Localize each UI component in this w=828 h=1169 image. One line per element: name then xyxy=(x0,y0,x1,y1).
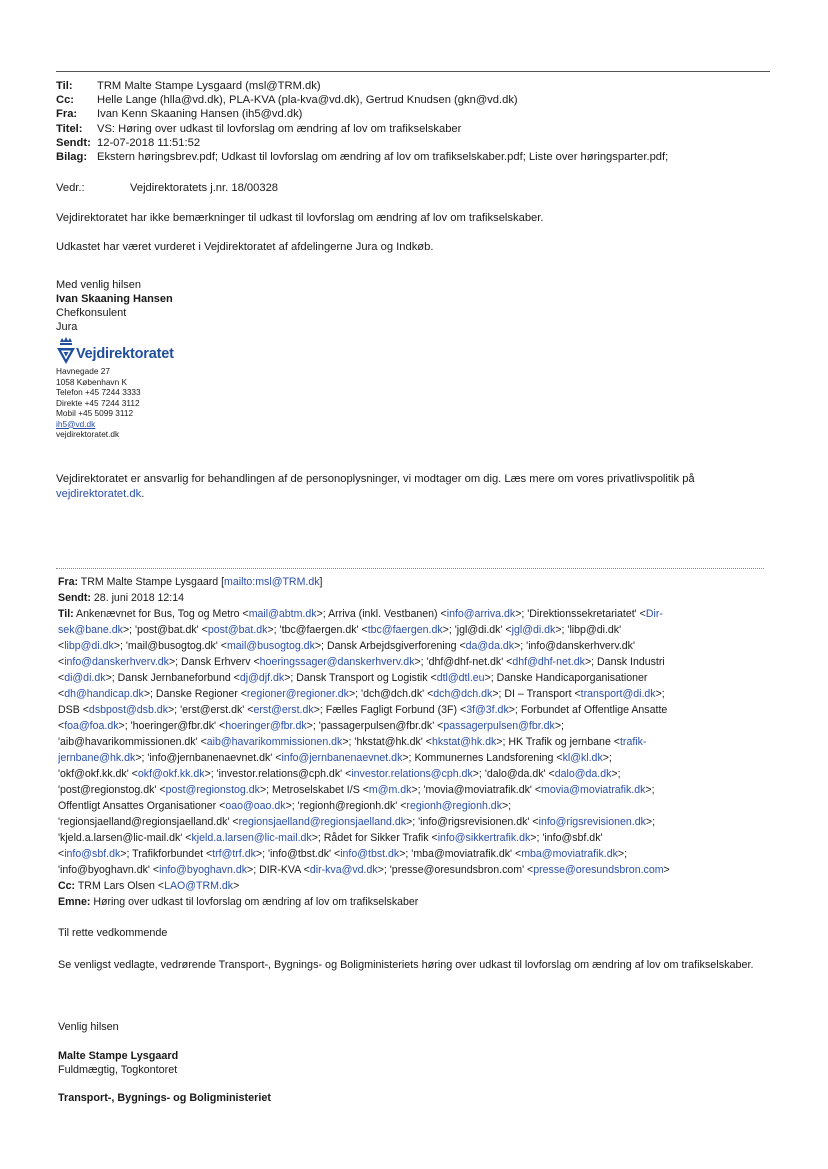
letter-sender-name: Malte Stampe Lysgaard xyxy=(58,1050,179,1062)
email-link[interactable]: trafik- xyxy=(619,736,647,748)
forwarded-text: >; Arriva (inkl. Vestbanen) < xyxy=(316,608,447,620)
vejdirektoratet-logo xyxy=(56,335,216,365)
forwarded-line xyxy=(58,670,770,686)
forwarded-text: >; Danske Regioner < xyxy=(143,688,247,700)
address-line: Direkte +45 7244 3112 xyxy=(56,397,140,408)
forwarded-text: >; DI – Transport < xyxy=(492,688,581,700)
letter-ministry: Transport-, Bygnings- og Boligministeriet xyxy=(58,1092,271,1104)
forwarded-text: < xyxy=(58,688,65,700)
email-link[interactable]: tbc@faergen.dk xyxy=(367,624,443,636)
privacy-link[interactable]: vejdirektoratet.dk xyxy=(56,487,142,500)
email-link[interactable]: info@danskerhverv.dk xyxy=(64,656,169,668)
forwarded-line xyxy=(58,702,770,718)
email-link[interactable]: info@sikkertrafik.dk xyxy=(437,832,531,844)
email-link[interactable]: da@da.dk xyxy=(465,640,515,652)
forwarded-text: 'post@regionstog.dk' < xyxy=(58,784,166,796)
header-value: TRM Malte Stampe Lysgaard (msl@TRM.dk) xyxy=(97,80,321,92)
header-value: 12-07-2018 11:51:52 xyxy=(97,136,201,149)
email-link[interactable]: info@rigsrevisionen.dk xyxy=(538,816,646,828)
email-link[interactable]: dir-kva@vd.dk xyxy=(309,864,378,876)
forwarded-text: >; 'libp@di.dk' xyxy=(555,624,622,636)
forwarded-text: 'okf@okf.kk.dk' < xyxy=(58,768,138,780)
email-link[interactable]: hkstat@hk.dk xyxy=(431,736,497,748)
forwarded-text: Høring over udkast til lovforslag om ændring af lov om trafikselskaber xyxy=(90,896,419,908)
forwarded-text: >; Rådet for Sikker Trafik < xyxy=(311,832,438,844)
email-link[interactable]: trf@trf.dk xyxy=(212,848,256,860)
forwarded-text: TRM Malte Stampe Lysgaard [ xyxy=(78,576,225,588)
forwarded-text: < xyxy=(58,848,65,860)
crown-shield-icon xyxy=(56,335,76,365)
forwarded-text: >; 'info@jernbanenaevnet.dk' < xyxy=(135,752,282,764)
email-link[interactable]: info@arriva.dk xyxy=(446,608,516,620)
forwarded-text: >; 'passagerpulsen@fbr.dk' < xyxy=(306,720,444,732)
signature-greeting: Med venlig hilsen xyxy=(56,279,141,291)
email-link[interactable]: jgl@di.dk xyxy=(511,624,556,636)
header-row-attachments xyxy=(56,150,776,164)
signature-web: vejdirektoratet.dk xyxy=(56,429,120,439)
privacy-notice xyxy=(56,472,756,501)
email-link[interactable]: di@di.dk xyxy=(64,672,106,684)
email-link[interactable]: hoeringssager@danskerhverv.dk xyxy=(259,656,415,668)
forwarded-field-label: Cc: xyxy=(58,880,76,892)
email-link[interactable]: info@byoghavn.dk xyxy=(159,864,248,876)
privacy-end: . xyxy=(141,487,145,500)
forwarded-text: < xyxy=(58,672,65,684)
email-link[interactable]: Dir- xyxy=(645,608,663,620)
reference-line xyxy=(56,181,278,195)
email-link[interactable]: aib@havarikommissionen.dk xyxy=(206,736,343,748)
forwarded-line xyxy=(58,894,770,910)
forwarded-text: >; Danske Handicaporganisationer xyxy=(484,672,648,684)
forwarded-text: Ankenævnet for Bus, Tog og Metro < xyxy=(73,608,249,620)
forwarded-text: >; xyxy=(655,688,665,700)
email-link[interactable]: erst@erst.dk xyxy=(253,704,314,716)
header-value: VS: Høring over udkast til lovforslag om ændring af lov om trafikselskaber xyxy=(97,122,462,135)
forwarded-text: DSB < xyxy=(58,704,89,716)
address-line: Mobil +45 5099 3112 xyxy=(56,408,134,418)
signature-email-link[interactable]: ih5@vd.dk xyxy=(56,418,96,429)
forwarded-field-label: Sendt: xyxy=(58,592,91,604)
header-value: Ekstern høringsbrev.pdf; Udkast til lovforslag om ændring af lov om trafikselskaber.pdf; Liste over høringsparter.pdf; xyxy=(97,151,669,164)
header-row-from xyxy=(56,107,776,121)
forwarded-text: >; 'tbc@faergen.dk' < xyxy=(267,624,368,636)
forwarded-text: >; 'post@bat.dk' < xyxy=(122,624,208,636)
email-link[interactable]: dsbpost@dsb.dk xyxy=(88,704,168,716)
forwarded-text: >; 'presse@oresundsbron.com' < xyxy=(377,864,534,876)
forwarded-text: >; 'info@rigsrevisionen.dk' < xyxy=(406,816,539,828)
letter-body: Se venligst vedlagte, vedrørende Transport-, Bygnings- og Boligministeriets høring over udkast til lovforslag om ændring af lov om trafikselskaber. xyxy=(58,959,754,971)
forwarded-line xyxy=(58,862,770,878)
header-row-sent xyxy=(56,136,776,150)
forwarded-text: > xyxy=(233,880,240,892)
signature-dept: Jura xyxy=(56,321,78,333)
forwarded-text: 'aib@havarikommissionen.dk' < xyxy=(58,736,207,748)
forwarded-text: >; xyxy=(617,848,628,860)
email-link[interactable]: hoeringer@fbr.dk xyxy=(225,720,307,732)
forwarded-line xyxy=(58,606,770,622)
forwarded-text: >; DIR-KVA < xyxy=(247,864,310,876)
header-value: Ivan Kenn Skaaning Hansen (ih5@vd.dk) xyxy=(97,108,303,121)
reference-label: Vedr.: xyxy=(56,182,85,194)
forwarded-text: >; 'erst@erst.dk' < xyxy=(168,704,254,716)
email-link[interactable]: dj@djf.dk xyxy=(239,672,285,684)
email-link[interactable]: passagerpulsen@fbr.dk xyxy=(443,720,555,732)
forwarded-line xyxy=(58,846,770,862)
forwarded-text: >; xyxy=(645,816,656,828)
forwarded-text: 'kjeld.a.larsen@lic-mail.dk' < xyxy=(58,832,192,844)
forwarded-line xyxy=(58,798,770,814)
email-link[interactable]: presse@oresundsbron.com xyxy=(533,864,664,876)
message-paragraph: Udkastet har været vurderet i Vejdirektoratet af afdelingerne Jura og Indkøb. xyxy=(56,241,434,253)
email-link[interactable]: okf@okf.kk.dk xyxy=(137,768,205,780)
forwarded-text: 'regionsjaelland@regionsjaelland.dk' < xyxy=(58,816,239,828)
forwarded-text: >; HK Trafik og jernbane < xyxy=(496,736,620,748)
forwarded-text: >; Kommunernes Landsforening < xyxy=(402,752,563,764)
forwarded-text: >; 'mail@busogtog.dk' < xyxy=(113,640,227,652)
forwarded-text: >; 'investor.relations@cph.dk' < xyxy=(204,768,352,780)
forwarded-field-label: Fra: xyxy=(58,576,79,588)
email-link[interactable]: post@bat.dk xyxy=(207,624,268,636)
email-link[interactable]: oao@oao.dk xyxy=(225,800,286,812)
header-label: Titel: xyxy=(56,122,83,135)
email-link[interactable]: mail@abtm.dk xyxy=(248,608,317,620)
email-link[interactable]: kl@kl.dk xyxy=(562,752,603,764)
header-label: Sendt: xyxy=(56,136,91,149)
forwarded-line xyxy=(58,878,770,894)
forwarded-text: > xyxy=(663,864,670,876)
email-link[interactable]: dhf@dhf-net.dk xyxy=(512,656,585,668)
forwarded-text: >; 'jgl@di.dk' < xyxy=(442,624,512,636)
email-link[interactable]: LAO@TRM.dk xyxy=(164,880,234,892)
forwarded-line xyxy=(58,622,770,638)
forwarded-line xyxy=(58,574,770,590)
forwarded-text: >; 'info@danskerhverv.dk' xyxy=(514,640,635,652)
forwarded-line xyxy=(58,638,770,654)
forwarded-text: >; 'info@sbf.dk' xyxy=(530,832,603,844)
email-link[interactable]: regionsjaelland@regionsjaelland.dk xyxy=(238,816,407,828)
email-link[interactable]: info@tbst.dk xyxy=(340,848,400,860)
forwarded-text: ] xyxy=(319,576,323,588)
forwarded-text: TRM Lars Olsen < xyxy=(75,880,165,892)
letter-sender-role: Fuldmægtig, Togkontoret xyxy=(58,1064,178,1076)
forwarded-text: >; Dansk Jernbaneforbund < xyxy=(105,672,240,684)
forwarded-line xyxy=(58,766,770,782)
forwarded-line xyxy=(58,718,770,734)
letter-salutation: Til rette vedkommende xyxy=(58,927,168,939)
forwarded-text: 28. juni 2018 12:14 xyxy=(90,592,185,604)
header-row-title xyxy=(56,122,776,136)
email-link[interactable]: dh@handicap.dk xyxy=(64,688,144,700)
email-link[interactable]: mba@moviatrafik.dk xyxy=(521,848,618,860)
email-link[interactable]: sek@bane.dk xyxy=(58,624,123,636)
email-link[interactable]: info@jernbanenaevnet.dk xyxy=(281,752,403,764)
header-row-to xyxy=(56,79,776,93)
email-link[interactable]: 3f@3f.dk xyxy=(466,704,509,716)
forwarded-text: >; Forbundet af Offentlige Ansatte xyxy=(508,704,668,716)
forwarded-text: >; Dansk Erhverv < xyxy=(168,656,260,668)
forwarded-field-label: Emne: xyxy=(58,896,91,908)
forwarded-line xyxy=(58,654,770,670)
forwarded-line xyxy=(58,830,770,846)
address-line: 1058 København K xyxy=(56,376,128,387)
forwarded-text: >; 'regionh@regionh.dk' < xyxy=(285,800,407,812)
forwarded-text: >; xyxy=(502,800,512,812)
email-link[interactable]: dch@dch.dk xyxy=(433,688,493,700)
header-label: Cc: xyxy=(56,94,75,107)
address-line: Havnegade 27 xyxy=(56,366,110,376)
message-paragraph: Vejdirektoratet har ikke bemærkninger til udkast til lovforslag om ændring af lov om trafikselskaber. xyxy=(56,212,544,224)
forwarded-text: 'info@byoghavn.dk' < xyxy=(58,864,160,876)
privacy-text: Vejdirektoratet er ansvarlig for behandlingen af de personoplysninger, vi modtager om dig. Læs mere om vores privatlivspolitik på xyxy=(56,473,695,485)
email-link[interactable]: m@m.dk xyxy=(368,784,412,796)
header-label: Bilag: xyxy=(56,151,88,164)
forward-separator xyxy=(56,568,764,569)
email-link[interactable]: dalo@da.dk xyxy=(554,768,612,780)
address-line: Telefon +45 7244 3333 xyxy=(56,387,141,397)
forwarded-line xyxy=(58,590,770,606)
signature-title: Chefkonsulent xyxy=(56,307,127,319)
forwarded-text: >; 'Direktionssekretariatet' < xyxy=(515,608,646,620)
forwarded-text: >; Metroselskabet I/S < xyxy=(259,784,369,796)
forwarded-text: >; 'dalo@da.dk' < xyxy=(472,768,555,780)
forwarded-line xyxy=(58,734,770,750)
header-label: Til: xyxy=(56,80,73,92)
forwarded-text: >; Fælles Fagligt Forbund (3F) < xyxy=(313,704,467,716)
email-link[interactable]: investor.relations@cph.dk xyxy=(351,768,473,780)
email-link[interactable]: dtl@dtl.eu xyxy=(436,672,485,684)
forwarded-text: >; xyxy=(602,752,612,764)
forwarded-text: >; 'mba@moviatrafik.dk' < xyxy=(399,848,522,860)
email-link[interactable]: libp@di.dk xyxy=(64,640,114,652)
signature-address xyxy=(56,366,141,440)
forwarded-text: >; 'info@tbst.dk' < xyxy=(255,848,341,860)
forwarded-line xyxy=(58,750,770,766)
letter-closing: Venlig hilsen xyxy=(58,1021,119,1033)
forwarded-text: >; Trafikforbundet < xyxy=(120,848,213,860)
email-link[interactable]: kjeld.a.larsen@lic-mail.dk xyxy=(191,832,312,844)
top-rule xyxy=(56,71,770,72)
reference-value: Vejdirektoratets j.nr. 18/00328 xyxy=(130,182,279,194)
email-link[interactable]: foa@foa.dk xyxy=(64,720,119,732)
forwarded-line xyxy=(58,814,770,830)
forwarded-text: >; 'hoeringer@fbr.dk' < xyxy=(118,720,226,732)
forwarded-header xyxy=(58,574,770,910)
forwarded-text: >; xyxy=(611,768,621,780)
forwarded-text: >; 'dhf@dhf-net.dk' < xyxy=(414,656,513,668)
signature-block xyxy=(56,278,173,334)
forwarded-text: >; Dansk Arbejdsgiverforening < xyxy=(314,640,466,652)
email-link[interactable]: regionh@regionh.dk xyxy=(406,800,502,812)
header-value: Helle Lange (hlla@vd.dk), PLA-KVA (pla-kva@vd.dk), Gertrud Knudsen (gkn@vd.dk) xyxy=(97,94,518,107)
logo-wordmark: Vejdirektoratet xyxy=(76,346,174,362)
email-link[interactable]: mail@busogtog.dk xyxy=(226,640,315,652)
forwarded-text: Offentligt Ansattes Organisationer < xyxy=(58,800,226,812)
forwarded-text: < xyxy=(58,720,65,732)
forwarded-text: >; xyxy=(645,784,655,796)
header-label: Fra: xyxy=(56,108,78,121)
forwarded-line xyxy=(58,686,770,702)
forwarded-text: >; xyxy=(554,720,564,732)
email-header xyxy=(56,79,776,164)
email-link[interactable]: jernbane@hk.dk xyxy=(58,752,136,764)
email-link[interactable]: transport@di.dk xyxy=(580,688,656,700)
forwarded-text: >; Dansk Industri xyxy=(584,656,665,668)
forwarded-text: >; 'movia@moviatrafik.dk' < xyxy=(411,784,542,796)
header-row-cc xyxy=(56,93,776,107)
forwarded-field-label: Til: xyxy=(58,608,74,620)
forwarded-text: >; Dansk Transport og Logistik < xyxy=(284,672,437,684)
signature-name: Ivan Skaaning Hansen xyxy=(56,293,173,305)
email-link[interactable]: info@sbf.dk xyxy=(64,848,121,860)
forwarded-text: >; 'hkstat@hk.dk' < xyxy=(342,736,432,748)
email-link[interactable]: movia@moviatrafik.dk xyxy=(541,784,646,796)
forwarded-line xyxy=(58,782,770,798)
forwarded-text: < xyxy=(58,656,65,668)
email-link[interactable]: post@regionstog.dk xyxy=(165,784,260,796)
forwarded-text: >; 'dch@dch.dk' < xyxy=(348,688,434,700)
email-link[interactable]: mailto:msl@TRM.dk xyxy=(224,576,320,588)
email-link[interactable]: regioner@regioner.dk xyxy=(246,688,349,700)
forwarded-text: < xyxy=(58,640,65,652)
